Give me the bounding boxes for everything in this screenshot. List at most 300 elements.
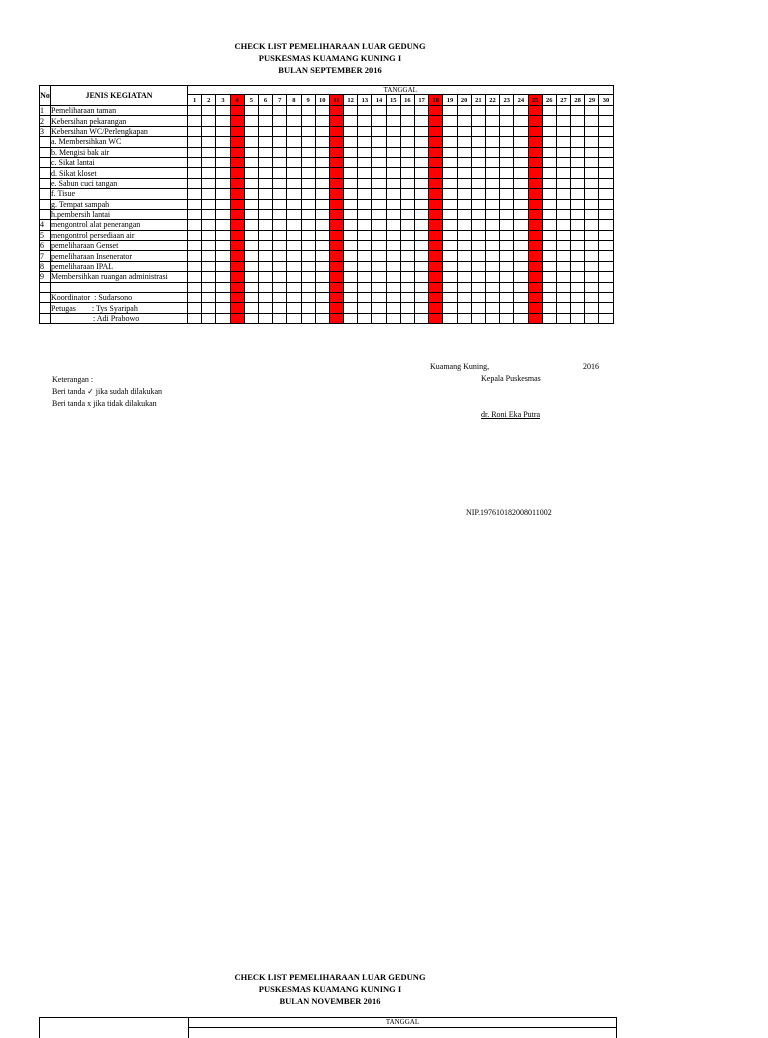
check-cell[interactable]	[344, 209, 358, 219]
check-cell[interactable]	[273, 157, 287, 167]
check-cell[interactable]	[216, 209, 230, 219]
check-cell[interactable]	[202, 303, 216, 313]
check-cell[interactable]	[287, 251, 301, 261]
check-cell[interactable]	[400, 126, 414, 136]
check-cell[interactable]	[585, 293, 599, 303]
check-cell[interactable]	[471, 178, 485, 188]
check-cell[interactable]	[244, 189, 258, 199]
check-cell[interactable]	[202, 293, 216, 303]
check-cell[interactable]	[542, 272, 556, 282]
check-cell[interactable]	[230, 189, 244, 199]
check-cell[interactable]	[372, 116, 386, 126]
check-cell[interactable]	[372, 293, 386, 303]
check-cell[interactable]	[244, 126, 258, 136]
check-cell[interactable]	[287, 261, 301, 271]
check-cell[interactable]	[244, 313, 258, 323]
check-cell[interactable]	[344, 272, 358, 282]
check-cell[interactable]	[358, 168, 372, 178]
check-cell[interactable]	[244, 241, 258, 251]
check-cell[interactable]	[188, 126, 202, 136]
check-cell[interactable]	[514, 313, 528, 323]
check-cell[interactable]	[344, 189, 358, 199]
check-cell[interactable]	[329, 209, 343, 219]
check-cell[interactable]	[202, 251, 216, 261]
check-cell[interactable]	[344, 126, 358, 136]
check-cell[interactable]	[372, 272, 386, 282]
check-cell[interactable]	[542, 116, 556, 126]
check-cell[interactable]	[585, 303, 599, 313]
check-cell[interactable]	[585, 189, 599, 199]
check-cell[interactable]	[415, 313, 429, 323]
check-cell[interactable]	[457, 241, 471, 251]
check-cell[interactable]	[571, 168, 585, 178]
check-cell[interactable]	[230, 272, 244, 282]
check-cell[interactable]	[599, 230, 613, 240]
check-cell[interactable]	[471, 209, 485, 219]
check-cell[interactable]	[514, 272, 528, 282]
check-cell[interactable]	[244, 230, 258, 240]
check-cell[interactable]	[273, 209, 287, 219]
check-cell[interactable]	[485, 199, 499, 209]
check-cell[interactable]	[188, 178, 202, 188]
check-cell[interactable]	[599, 199, 613, 209]
check-cell[interactable]	[301, 303, 315, 313]
check-cell[interactable]	[500, 241, 514, 251]
check-cell[interactable]	[471, 116, 485, 126]
check-cell[interactable]	[400, 220, 414, 230]
check-cell[interactable]	[386, 137, 400, 147]
check-cell[interactable]	[500, 220, 514, 230]
check-cell[interactable]	[415, 189, 429, 199]
check-cell[interactable]	[301, 230, 315, 240]
check-cell[interactable]	[443, 261, 457, 271]
check-cell[interactable]	[188, 313, 202, 323]
check-cell[interactable]	[556, 241, 570, 251]
check-cell[interactable]	[372, 241, 386, 251]
check-cell[interactable]	[400, 261, 414, 271]
check-cell[interactable]	[599, 251, 613, 261]
check-cell[interactable]	[429, 189, 443, 199]
check-cell[interactable]	[230, 116, 244, 126]
check-cell[interactable]	[415, 261, 429, 271]
check-cell[interactable]	[514, 126, 528, 136]
check-cell[interactable]	[457, 147, 471, 157]
check-cell[interactable]	[443, 282, 457, 292]
check-cell[interactable]	[202, 261, 216, 271]
check-cell[interactable]	[386, 157, 400, 167]
check-cell[interactable]	[315, 137, 329, 147]
check-cell[interactable]	[386, 199, 400, 209]
check-cell[interactable]	[372, 230, 386, 240]
check-cell[interactable]	[471, 199, 485, 209]
check-cell[interactable]	[528, 230, 542, 240]
check-cell[interactable]	[571, 313, 585, 323]
check-cell[interactable]	[585, 199, 599, 209]
check-cell[interactable]	[329, 261, 343, 271]
check-cell[interactable]	[400, 168, 414, 178]
check-cell[interactable]	[471, 157, 485, 167]
check-cell[interactable]	[443, 126, 457, 136]
check-cell[interactable]	[585, 126, 599, 136]
check-cell[interactable]	[301, 168, 315, 178]
check-cell[interactable]	[315, 282, 329, 292]
check-cell[interactable]	[457, 230, 471, 240]
check-cell[interactable]	[429, 106, 443, 116]
check-cell[interactable]	[485, 220, 499, 230]
check-cell[interactable]	[528, 282, 542, 292]
check-cell[interactable]	[443, 199, 457, 209]
check-cell[interactable]	[344, 137, 358, 147]
check-cell[interactable]	[273, 126, 287, 136]
check-cell[interactable]	[244, 157, 258, 167]
check-cell[interactable]	[556, 303, 570, 313]
check-cell[interactable]	[216, 189, 230, 199]
check-cell[interactable]	[599, 303, 613, 313]
check-cell[interactable]	[585, 230, 599, 240]
check-cell[interactable]	[500, 261, 514, 271]
check-cell[interactable]	[329, 272, 343, 282]
check-cell[interactable]	[287, 178, 301, 188]
check-cell[interactable]	[485, 168, 499, 178]
check-cell[interactable]	[485, 147, 499, 157]
check-cell[interactable]	[287, 230, 301, 240]
check-cell[interactable]	[230, 209, 244, 219]
check-cell[interactable]	[372, 220, 386, 230]
check-cell[interactable]	[571, 272, 585, 282]
check-cell[interactable]	[599, 178, 613, 188]
check-cell[interactable]	[415, 230, 429, 240]
check-cell[interactable]	[471, 241, 485, 251]
check-cell[interactable]	[287, 220, 301, 230]
check-cell[interactable]	[500, 116, 514, 126]
check-cell[interactable]	[258, 293, 272, 303]
check-cell[interactable]	[457, 126, 471, 136]
check-cell[interactable]	[301, 126, 315, 136]
check-cell[interactable]	[556, 189, 570, 199]
check-cell[interactable]	[415, 106, 429, 116]
check-cell[interactable]	[500, 272, 514, 282]
check-cell[interactable]	[258, 106, 272, 116]
check-cell[interactable]	[571, 199, 585, 209]
check-cell[interactable]	[358, 282, 372, 292]
check-cell[interactable]	[188, 261, 202, 271]
check-cell[interactable]	[344, 178, 358, 188]
check-cell[interactable]	[315, 303, 329, 313]
check-cell[interactable]	[514, 106, 528, 116]
check-cell[interactable]	[471, 313, 485, 323]
check-cell[interactable]	[230, 230, 244, 240]
check-cell[interactable]	[244, 209, 258, 219]
check-cell[interactable]	[415, 303, 429, 313]
check-cell[interactable]	[457, 209, 471, 219]
check-cell[interactable]	[429, 293, 443, 303]
check-cell[interactable]	[188, 189, 202, 199]
check-cell[interactable]	[485, 209, 499, 219]
check-cell[interactable]	[471, 220, 485, 230]
check-cell[interactable]	[571, 189, 585, 199]
check-cell[interactable]	[400, 157, 414, 167]
check-cell[interactable]	[471, 261, 485, 271]
check-cell[interactable]	[556, 157, 570, 167]
check-cell[interactable]	[301, 293, 315, 303]
check-cell[interactable]	[202, 147, 216, 157]
check-cell[interactable]	[500, 282, 514, 292]
check-cell[interactable]	[258, 313, 272, 323]
check-cell[interactable]	[344, 199, 358, 209]
check-cell[interactable]	[216, 106, 230, 116]
check-cell[interactable]	[556, 261, 570, 271]
check-cell[interactable]	[528, 209, 542, 219]
check-cell[interactable]	[585, 313, 599, 323]
check-cell[interactable]	[443, 168, 457, 178]
check-cell[interactable]	[443, 116, 457, 126]
check-cell[interactable]	[542, 313, 556, 323]
check-cell[interactable]	[202, 230, 216, 240]
check-cell[interactable]	[386, 230, 400, 240]
check-cell[interactable]	[258, 282, 272, 292]
check-cell[interactable]	[287, 241, 301, 251]
check-cell[interactable]	[556, 282, 570, 292]
check-cell[interactable]	[585, 261, 599, 271]
check-cell[interactable]	[585, 137, 599, 147]
check-cell[interactable]	[358, 209, 372, 219]
check-cell[interactable]	[471, 168, 485, 178]
check-cell[interactable]	[514, 137, 528, 147]
check-cell[interactable]	[443, 209, 457, 219]
check-cell[interactable]	[344, 293, 358, 303]
check-cell[interactable]	[500, 168, 514, 178]
check-cell[interactable]	[273, 272, 287, 282]
check-cell[interactable]	[429, 220, 443, 230]
check-cell[interactable]	[358, 189, 372, 199]
check-cell[interactable]	[287, 137, 301, 147]
check-cell[interactable]	[287, 116, 301, 126]
check-cell[interactable]	[485, 106, 499, 116]
check-cell[interactable]	[216, 157, 230, 167]
check-cell[interactable]	[429, 126, 443, 136]
check-cell[interactable]	[429, 303, 443, 313]
check-cell[interactable]	[571, 261, 585, 271]
check-cell[interactable]	[230, 293, 244, 303]
check-cell[interactable]	[358, 106, 372, 116]
check-cell[interactable]	[358, 116, 372, 126]
check-cell[interactable]	[599, 106, 613, 116]
check-cell[interactable]	[514, 251, 528, 261]
check-cell[interactable]	[202, 126, 216, 136]
check-cell[interactable]	[528, 137, 542, 147]
check-cell[interactable]	[315, 261, 329, 271]
check-cell[interactable]	[571, 303, 585, 313]
check-cell[interactable]	[429, 157, 443, 167]
check-cell[interactable]	[400, 106, 414, 116]
check-cell[interactable]	[585, 178, 599, 188]
check-cell[interactable]	[386, 220, 400, 230]
check-cell[interactable]	[429, 178, 443, 188]
check-cell[interactable]	[188, 293, 202, 303]
check-cell[interactable]	[443, 303, 457, 313]
check-cell[interactable]	[216, 168, 230, 178]
check-cell[interactable]	[500, 106, 514, 116]
check-cell[interactable]	[542, 220, 556, 230]
check-cell[interactable]	[542, 137, 556, 147]
check-cell[interactable]	[358, 199, 372, 209]
check-cell[interactable]	[358, 126, 372, 136]
check-cell[interactable]	[386, 209, 400, 219]
check-cell[interactable]	[202, 241, 216, 251]
check-cell[interactable]	[230, 313, 244, 323]
check-cell[interactable]	[556, 147, 570, 157]
check-cell[interactable]	[188, 147, 202, 157]
check-cell[interactable]	[585, 251, 599, 261]
check-cell[interactable]	[400, 147, 414, 157]
check-cell[interactable]	[571, 157, 585, 167]
check-cell[interactable]	[258, 199, 272, 209]
check-cell[interactable]	[585, 241, 599, 251]
check-cell[interactable]	[443, 241, 457, 251]
check-cell[interactable]	[571, 106, 585, 116]
check-cell[interactable]	[358, 157, 372, 167]
check-cell[interactable]	[485, 261, 499, 271]
check-cell[interactable]	[542, 178, 556, 188]
check-cell[interactable]	[556, 106, 570, 116]
check-cell[interactable]	[188, 230, 202, 240]
check-cell[interactable]	[329, 189, 343, 199]
check-cell[interactable]	[514, 157, 528, 167]
check-cell[interactable]	[273, 241, 287, 251]
check-cell[interactable]	[485, 303, 499, 313]
check-cell[interactable]	[528, 178, 542, 188]
check-cell[interactable]	[329, 199, 343, 209]
check-cell[interactable]	[585, 282, 599, 292]
check-cell[interactable]	[188, 116, 202, 126]
check-cell[interactable]	[244, 178, 258, 188]
check-cell[interactable]	[443, 220, 457, 230]
check-cell[interactable]	[315, 147, 329, 157]
check-cell[interactable]	[329, 137, 343, 147]
check-cell[interactable]	[400, 230, 414, 240]
check-cell[interactable]	[542, 157, 556, 167]
check-cell[interactable]	[315, 157, 329, 167]
check-cell[interactable]	[287, 303, 301, 313]
check-cell[interactable]	[386, 293, 400, 303]
check-cell[interactable]	[571, 137, 585, 147]
check-cell[interactable]	[457, 220, 471, 230]
check-cell[interactable]	[457, 251, 471, 261]
check-cell[interactable]	[301, 272, 315, 282]
check-cell[interactable]	[273, 147, 287, 157]
check-cell[interactable]	[315, 199, 329, 209]
check-cell[interactable]	[329, 168, 343, 178]
check-cell[interactable]	[471, 303, 485, 313]
check-cell[interactable]	[287, 157, 301, 167]
check-cell[interactable]	[329, 178, 343, 188]
check-cell[interactable]	[258, 157, 272, 167]
check-cell[interactable]	[244, 168, 258, 178]
check-cell[interactable]	[230, 220, 244, 230]
check-cell[interactable]	[258, 303, 272, 313]
check-cell[interactable]	[542, 147, 556, 157]
check-cell[interactable]	[443, 189, 457, 199]
check-cell[interactable]	[301, 199, 315, 209]
check-cell[interactable]	[457, 199, 471, 209]
check-cell[interactable]	[258, 209, 272, 219]
check-cell[interactable]	[400, 313, 414, 323]
check-cell[interactable]	[542, 230, 556, 240]
check-cell[interactable]	[258, 189, 272, 199]
check-cell[interactable]	[202, 106, 216, 116]
check-cell[interactable]	[301, 147, 315, 157]
check-cell[interactable]	[315, 116, 329, 126]
check-cell[interactable]	[216, 178, 230, 188]
check-cell[interactable]	[556, 313, 570, 323]
check-cell[interactable]	[216, 282, 230, 292]
check-cell[interactable]	[443, 157, 457, 167]
check-cell[interactable]	[400, 293, 414, 303]
check-cell[interactable]	[273, 293, 287, 303]
check-cell[interactable]	[372, 157, 386, 167]
check-cell[interactable]	[556, 293, 570, 303]
check-cell[interactable]	[344, 241, 358, 251]
check-cell[interactable]	[386, 272, 400, 282]
check-cell[interactable]	[244, 199, 258, 209]
check-cell[interactable]	[500, 189, 514, 199]
check-cell[interactable]	[415, 293, 429, 303]
check-cell[interactable]	[443, 313, 457, 323]
check-cell[interactable]	[443, 251, 457, 261]
check-cell[interactable]	[216, 116, 230, 126]
check-cell[interactable]	[599, 126, 613, 136]
check-cell[interactable]	[528, 199, 542, 209]
check-cell[interactable]	[188, 303, 202, 313]
check-cell[interactable]	[358, 241, 372, 251]
check-cell[interactable]	[471, 293, 485, 303]
check-cell[interactable]	[599, 220, 613, 230]
check-cell[interactable]	[400, 116, 414, 126]
check-cell[interactable]	[188, 209, 202, 219]
check-cell[interactable]	[528, 293, 542, 303]
check-cell[interactable]	[571, 241, 585, 251]
check-cell[interactable]	[188, 282, 202, 292]
check-cell[interactable]	[202, 220, 216, 230]
check-cell[interactable]	[344, 168, 358, 178]
check-cell[interactable]	[585, 272, 599, 282]
check-cell[interactable]	[429, 272, 443, 282]
check-cell[interactable]	[443, 230, 457, 240]
check-cell[interactable]	[471, 251, 485, 261]
check-cell[interactable]	[415, 147, 429, 157]
check-cell[interactable]	[287, 209, 301, 219]
check-cell[interactable]	[273, 220, 287, 230]
check-cell[interactable]	[400, 178, 414, 188]
check-cell[interactable]	[315, 178, 329, 188]
check-cell[interactable]	[542, 209, 556, 219]
check-cell[interactable]	[258, 230, 272, 240]
check-cell[interactable]	[485, 313, 499, 323]
check-cell[interactable]	[344, 230, 358, 240]
check-cell[interactable]	[514, 230, 528, 240]
check-cell[interactable]	[315, 209, 329, 219]
check-cell[interactable]	[514, 189, 528, 199]
check-cell[interactable]	[329, 126, 343, 136]
check-cell[interactable]	[429, 261, 443, 271]
check-cell[interactable]	[358, 147, 372, 157]
check-cell[interactable]	[485, 272, 499, 282]
check-cell[interactable]	[202, 137, 216, 147]
check-cell[interactable]	[599, 157, 613, 167]
check-cell[interactable]	[244, 272, 258, 282]
check-cell[interactable]	[358, 137, 372, 147]
check-cell[interactable]	[500, 230, 514, 240]
